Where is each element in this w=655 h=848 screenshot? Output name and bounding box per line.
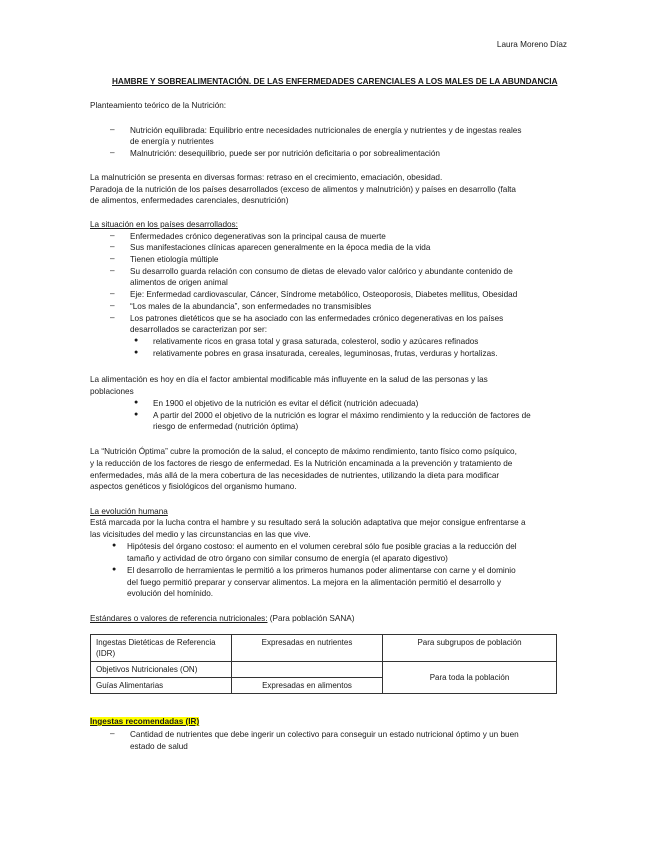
list-item: Su desarrollo guarda relación con consumo de dietas de elevado valor calórico y abundante contenido de bbox=[130, 267, 513, 276]
list-item: del fuego permitió preparar y conservar alimentos. La mejora en la alimentación permitió el desarrollo y bbox=[127, 578, 502, 587]
dash-bullet: – bbox=[110, 231, 115, 240]
list-item: Malnutrición: desequilibrio, puede ser por nutrición deficitaria o por sobrealimentación bbox=[130, 149, 440, 158]
round-bullet: ● bbox=[134, 399, 139, 406]
heading-underlined: Estándares o valores de referencia nutricionales: bbox=[90, 614, 268, 623]
table-cell bbox=[232, 662, 383, 678]
list-item: A partir del 2000 el objetivo de la nutrición es lograr el máximo rendimiento y la reducción de factores de bbox=[153, 411, 531, 420]
paragraph-line: La malnutrición se presenta en diversas formas: retraso en el crecimiento, emaciación, obesidad. bbox=[90, 173, 443, 182]
table-cell: Ingestas Dietéticas de Referencia (IDR) bbox=[91, 635, 232, 662]
dash-bullet: – bbox=[110, 289, 115, 298]
dash-bullet: – bbox=[110, 125, 115, 134]
list-item: Eje: Enfermedad cardiovascular, Cáncer, Síndrome metabólico, Osteoporosis, Diabetes mellitus, Obesidad bbox=[130, 290, 518, 299]
list-item: Hipótesis del órgano costoso: el aumento en el volumen cerebral sólo fue posible gracias a la reducción del bbox=[127, 542, 517, 551]
dash-bullet: – bbox=[110, 254, 115, 263]
reference-values-table bbox=[90, 634, 557, 694]
paragraph-line: Paradoja de la nutrición de los países desarrollados (exceso de alimentos y malnutrición) y países en desarrollo (falta bbox=[90, 185, 516, 194]
list-item: Sus manifestaciones clínicas aparecen generalmente en la época media de la vida bbox=[130, 243, 431, 252]
list-item: Los patrones dietéticos que se ha asociado con las enfermedades crónico degenerativas en los países bbox=[130, 314, 504, 323]
list-item: Nutrición equilibrada: Equilibrio entre necesidades nutricionales de energía y nutrientes y de ingestas reales bbox=[130, 126, 522, 135]
table-cell: Objetivos Nutricionales (ON) bbox=[91, 662, 232, 678]
paragraph-line: aspectos genéticos y fisiológicos del organismo humano. bbox=[90, 482, 297, 491]
section-heading: Planteamiento teórico de la Nutrición: bbox=[90, 101, 227, 110]
table-cell: Expresadas en nutrientes bbox=[232, 635, 383, 662]
paragraph-line: las vicisitudes del medio y las circunstancias en las que vive. bbox=[90, 530, 311, 539]
sub-list-item: relativamente ricos en grasa total y grasa saturada, colesterol, sodio y azúcares refinados bbox=[153, 337, 479, 346]
round-bullet: ● bbox=[112, 566, 117, 573]
document-title: HAMBRE Y SOBREALIMENTACIÓN. DE LAS ENFERMEDADES CARENCIALES A LOS MALES DE LA ABUNDANCIA bbox=[112, 77, 558, 86]
highlighted-heading: Ingestas recomendadas (IR) bbox=[90, 717, 200, 726]
list-item: desarrollados se caracterizan por ser: bbox=[130, 325, 267, 334]
paragraph-line: poblaciones bbox=[90, 387, 134, 396]
author-name: Laura Moreno Díaz bbox=[496, 40, 567, 49]
paragraph-line: La alimentación es hoy en día el factor ambiental modificable más influyente en la salud de las personas y las bbox=[90, 375, 488, 384]
table-cell: Guías Alimentarias bbox=[91, 678, 232, 694]
list-item: Cantidad de nutrientes que debe ingerir un colectivo para conseguir un estado nutricional óptimo y un buen bbox=[130, 730, 519, 739]
list-item: alimentos de origen animal bbox=[130, 278, 228, 287]
section-heading: La situación en los países desarrollados: bbox=[90, 220, 238, 229]
table-cell: Para toda la población bbox=[383, 662, 557, 694]
list-item: de energía y nutrientes bbox=[130, 137, 214, 146]
dash-bullet: – bbox=[110, 242, 115, 251]
dash-bullet: – bbox=[110, 148, 115, 157]
round-bullet: ● bbox=[112, 542, 117, 549]
sub-list-item: relativamente pobres en grasa insaturada, cereales, leguminosas, frutas, verduras y hortalizas. bbox=[153, 349, 498, 358]
section-heading: La evolución humana bbox=[90, 507, 168, 516]
table-cell: Para subgrupos de población bbox=[383, 635, 557, 662]
list-item: Tienen etiología múltiple bbox=[130, 255, 219, 264]
list-item: riesgo de enfermedad (nutrición óptima) bbox=[153, 422, 299, 431]
list-item: Enfermedades crónico degenerativas son la principal causa de muerte bbox=[130, 232, 386, 241]
list-item: evolución del homínido. bbox=[127, 589, 214, 598]
dash-bullet: – bbox=[110, 301, 115, 310]
heading-suffix: (Para población SANA) bbox=[267, 614, 355, 623]
list-item: En 1900 el objetivo de la nutrición es evitar el déficit (nutrición adecuada) bbox=[153, 399, 419, 408]
paragraph-line: de alimentos, enfermedades carenciales, desnutrición) bbox=[90, 196, 289, 205]
section-heading bbox=[90, 613, 354, 625]
dash-bullet: – bbox=[110, 729, 115, 738]
section-heading bbox=[90, 716, 199, 728]
paragraph-line: La “Nutrición Óptima” cubre la promoción de la salud, el concepto de máximo rendimiento, tanto físico como psíquico, bbox=[90, 447, 517, 456]
dash-bullet: – bbox=[110, 313, 115, 322]
list-item: “Los males de la abundancia”, son enfermedades no transmisibles bbox=[130, 302, 372, 311]
round-bullet: ● bbox=[134, 337, 139, 344]
list-item: estado de salud bbox=[130, 742, 188, 751]
round-bullet: ● bbox=[134, 349, 139, 356]
paragraph-line: y la reducción de los factores de riesgo de enfermedad. Es la Nutrición encaminada a la prevención y tratamiento de bbox=[90, 459, 513, 468]
list-item: El desarrollo de herramientas le permitió a los primeros humanos poder alimentarse con carne y el dominio bbox=[127, 566, 516, 575]
table-cell: Expresadas en alimentos bbox=[232, 678, 383, 694]
dash-bullet: – bbox=[110, 266, 115, 275]
list-item: tamaño y actividad de otro órgano con similar consumo de energía (el aparato digestivo) bbox=[127, 554, 448, 563]
paragraph-line: enfermedades, más allá de la mera cobertura de las necesidades de nutrientes, utilizando la dieta para modificar bbox=[90, 471, 500, 480]
paragraph-line: Está marcada por la lucha contra el hambre y su resultado será la solución adaptativa que mejor consigue enfrentarse a bbox=[90, 518, 526, 527]
round-bullet: ● bbox=[134, 411, 139, 418]
